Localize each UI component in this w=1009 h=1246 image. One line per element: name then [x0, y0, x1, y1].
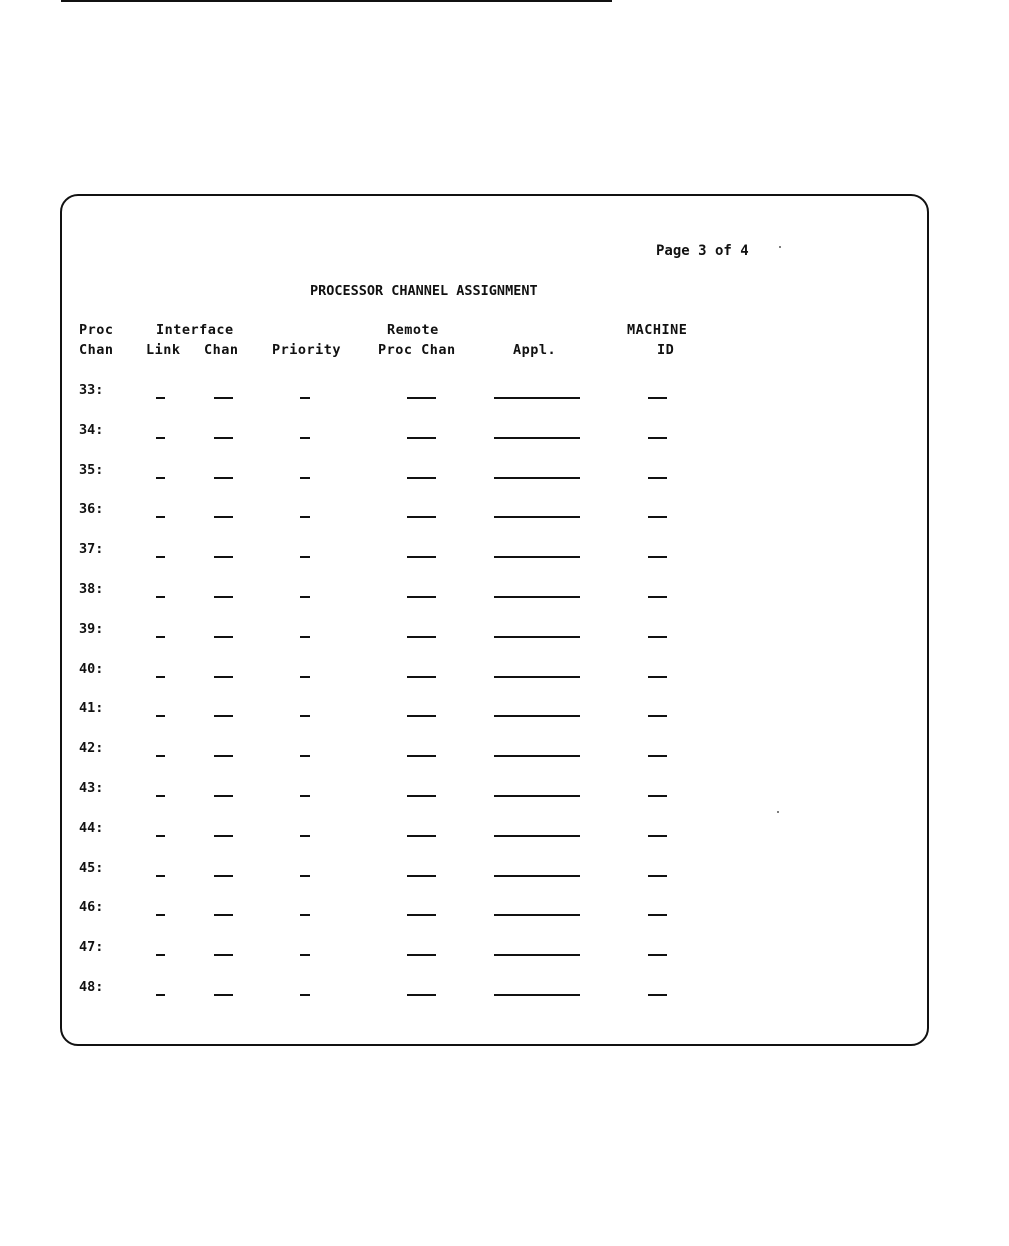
appl-field[interactable]	[494, 795, 580, 797]
remote-proc-chan-field[interactable]	[407, 994, 436, 996]
appl-field[interactable]	[494, 397, 580, 399]
proc-chan-label: 42:	[79, 740, 104, 756]
remote-proc-chan-field[interactable]	[407, 596, 436, 598]
top-rule	[61, 0, 612, 2]
speck-mark	[779, 246, 781, 248]
machine-id-field[interactable]	[648, 437, 667, 439]
proc-chan-label: 34:	[79, 422, 104, 438]
priority-field[interactable]	[300, 477, 310, 479]
interface-chan-field[interactable]	[214, 676, 233, 678]
interface-chan-field[interactable]	[214, 397, 233, 399]
interface-chan-field[interactable]	[214, 516, 233, 518]
priority-field[interactable]	[300, 715, 310, 717]
machine-id-field[interactable]	[648, 914, 667, 916]
machine-id-field[interactable]	[648, 636, 667, 638]
interface-chan-field[interactable]	[214, 914, 233, 916]
machine-id-field[interactable]	[648, 556, 667, 558]
priority-field[interactable]	[300, 755, 310, 757]
appl-field[interactable]	[494, 556, 580, 558]
link-field[interactable]	[156, 835, 165, 837]
remote-proc-chan-field[interactable]	[407, 516, 436, 518]
remote-proc-chan-field[interactable]	[407, 477, 436, 479]
header-interface-chan: Chan	[204, 342, 239, 358]
link-field[interactable]	[156, 676, 165, 678]
page-title: PROCESSOR CHANNEL ASSIGNMENT	[310, 283, 538, 299]
machine-id-field[interactable]	[648, 596, 667, 598]
proc-chan-label: 45:	[79, 860, 104, 876]
link-field[interactable]	[156, 755, 165, 757]
proc-chan-label: 48:	[79, 979, 104, 995]
priority-field[interactable]	[300, 795, 310, 797]
proc-chan-label: 40:	[79, 661, 104, 677]
proc-chan-label: 33:	[79, 382, 104, 398]
appl-field[interactable]	[494, 636, 580, 638]
appl-field[interactable]	[494, 755, 580, 757]
proc-chan-label: 46:	[79, 899, 104, 915]
appl-field[interactable]	[494, 596, 580, 598]
priority-field[interactable]	[300, 596, 310, 598]
interface-chan-field[interactable]	[214, 636, 233, 638]
header-remote: Remote	[387, 322, 439, 338]
interface-chan-field[interactable]	[214, 835, 233, 837]
appl-field[interactable]	[494, 954, 580, 956]
machine-id-field[interactable]	[648, 994, 667, 996]
link-field[interactable]	[156, 596, 165, 598]
header-machine: MACHINE	[627, 322, 688, 338]
priority-field[interactable]	[300, 437, 310, 439]
machine-id-field[interactable]	[648, 676, 667, 678]
remote-proc-chan-field[interactable]	[407, 437, 436, 439]
appl-field[interactable]	[494, 835, 580, 837]
link-field[interactable]	[156, 875, 165, 877]
interface-chan-field[interactable]	[214, 556, 233, 558]
header-remote-proc-chan: Proc Chan	[378, 342, 456, 358]
machine-id-field[interactable]	[648, 954, 667, 956]
interface-chan-field[interactable]	[214, 477, 233, 479]
header-priority: Priority	[272, 342, 342, 358]
appl-field[interactable]	[494, 477, 580, 479]
machine-id-field[interactable]	[648, 715, 667, 717]
priority-field[interactable]	[300, 914, 310, 916]
remote-proc-chan-field[interactable]	[407, 397, 436, 399]
speck-mark	[777, 811, 779, 813]
interface-chan-field[interactable]	[214, 596, 233, 598]
proc-chan-label: 43:	[79, 780, 104, 796]
priority-field[interactable]	[300, 516, 310, 518]
priority-field[interactable]	[300, 994, 310, 996]
header-interface: Interface	[156, 322, 234, 338]
link-field[interactable]	[156, 914, 165, 916]
link-field[interactable]	[156, 397, 165, 399]
priority-field[interactable]	[300, 397, 310, 399]
priority-field[interactable]	[300, 676, 310, 678]
machine-id-field[interactable]	[648, 875, 667, 877]
header-appl: Appl.	[513, 342, 557, 358]
machine-id-field[interactable]	[648, 835, 667, 837]
priority-field[interactable]	[300, 875, 310, 877]
appl-field[interactable]	[494, 676, 580, 678]
proc-chan-label: 41:	[79, 700, 104, 716]
link-field[interactable]	[156, 795, 165, 797]
priority-field[interactable]	[300, 636, 310, 638]
remote-proc-chan-field[interactable]	[407, 636, 436, 638]
header-proc-chan: Chan	[79, 342, 114, 358]
machine-id-field[interactable]	[648, 755, 667, 757]
machine-id-field[interactable]	[648, 516, 667, 518]
interface-chan-field[interactable]	[214, 437, 233, 439]
remote-proc-chan-field[interactable]	[407, 835, 436, 837]
machine-id-field[interactable]	[648, 795, 667, 797]
appl-field[interactable]	[494, 516, 580, 518]
link-field[interactable]	[156, 715, 165, 717]
proc-chan-label: 35:	[79, 462, 104, 478]
priority-field[interactable]	[300, 556, 310, 558]
proc-chan-label: 36:	[79, 501, 104, 517]
header-machine-id: ID	[657, 342, 675, 358]
page-indicator: Page 3 of 4	[656, 243, 749, 259]
machine-id-field[interactable]	[648, 477, 667, 479]
appl-field[interactable]	[494, 715, 580, 717]
link-field[interactable]	[156, 437, 165, 439]
priority-field[interactable]	[300, 835, 310, 837]
link-field[interactable]	[156, 994, 165, 996]
link-field[interactable]	[156, 477, 165, 479]
remote-proc-chan-field[interactable]	[407, 875, 436, 877]
interface-chan-field[interactable]	[214, 954, 233, 956]
appl-field[interactable]	[494, 875, 580, 877]
appl-field[interactable]	[494, 914, 580, 916]
remote-proc-chan-field[interactable]	[407, 795, 436, 797]
interface-chan-field[interactable]	[214, 715, 233, 717]
remote-proc-chan-field[interactable]	[407, 914, 436, 916]
link-field[interactable]	[156, 954, 165, 956]
machine-id-field[interactable]	[648, 397, 667, 399]
appl-field[interactable]	[494, 437, 580, 439]
interface-chan-field[interactable]	[214, 755, 233, 757]
link-field[interactable]	[156, 556, 165, 558]
interface-chan-field[interactable]	[214, 994, 233, 996]
link-field[interactable]	[156, 516, 165, 518]
remote-proc-chan-field[interactable]	[407, 556, 436, 558]
remote-proc-chan-field[interactable]	[407, 676, 436, 678]
proc-chan-label: 39:	[79, 621, 104, 637]
proc-chan-label: 37:	[79, 541, 104, 557]
appl-field[interactable]	[494, 994, 580, 996]
link-field[interactable]	[156, 636, 165, 638]
remote-proc-chan-field[interactable]	[407, 755, 436, 757]
interface-chan-field[interactable]	[214, 875, 233, 877]
header-proc: Proc	[79, 322, 114, 338]
header-link: Link	[146, 342, 181, 358]
remote-proc-chan-field[interactable]	[407, 715, 436, 717]
proc-chan-label: 38:	[79, 581, 104, 597]
remote-proc-chan-field[interactable]	[407, 954, 436, 956]
interface-chan-field[interactable]	[214, 795, 233, 797]
priority-field[interactable]	[300, 954, 310, 956]
proc-chan-label: 47:	[79, 939, 104, 955]
proc-chan-label: 44:	[79, 820, 104, 836]
